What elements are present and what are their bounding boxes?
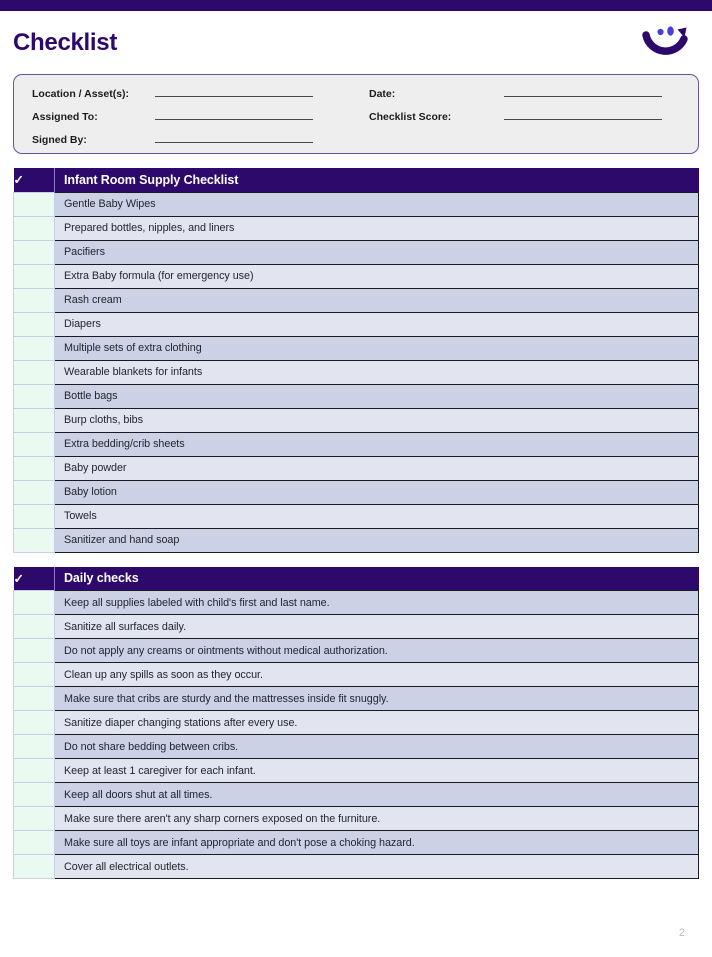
checklist-item-label: Make sure all toys are infant appropriate and don't pose a choking hazard.: [55, 831, 699, 855]
form-input-date[interactable]: [504, 86, 662, 97]
form-spacer-line: [504, 132, 662, 143]
table-row: [14, 528, 699, 552]
form-label-assigned-to: Assigned To:: [32, 111, 98, 123]
table-row: [14, 480, 699, 504]
form-field-location: [32, 86, 343, 109]
table-row: [14, 432, 699, 456]
form-info-box: [13, 74, 699, 154]
checkbox-cell[interactable]: [14, 807, 55, 831]
checkbox-cell[interactable]: [14, 456, 55, 480]
page-title: Checklist: [13, 28, 118, 56]
column-header-title: Daily checks: [55, 567, 699, 591]
column-header-check: ✓: [14, 567, 55, 591]
checkbox-cell[interactable]: [14, 216, 55, 240]
table-row: [14, 831, 699, 855]
form-label-signed-by: Signed By:: [32, 134, 87, 146]
table-header-row: [14, 567, 699, 591]
table-row: [14, 687, 699, 711]
form-label-date: Date:: [369, 88, 396, 100]
checkbox-cell[interactable]: [14, 735, 55, 759]
checklist-item-label: Make sure that cribs are sturdy and the mattresses inside fit snuggly.: [55, 687, 699, 711]
page-content: [0, 11, 712, 957]
table-row: [14, 504, 699, 528]
table-row: [14, 288, 699, 312]
checkbox-cell[interactable]: [14, 759, 55, 783]
document-header: [13, 11, 699, 74]
checklist-item-label: Sanitizer and hand soap: [55, 528, 699, 552]
top-accent-bar: [0, 0, 712, 11]
checkbox-cell[interactable]: [14, 663, 55, 687]
table-body-supply: [14, 192, 699, 552]
table-row: [14, 456, 699, 480]
checklist-item-label: Baby lotion: [55, 480, 699, 504]
table-row: [14, 855, 699, 879]
table-row: [14, 735, 699, 759]
table-row: [14, 783, 699, 807]
checklist-item-label: Make sure there aren't any sharp corners exposed on the furniture.: [55, 807, 699, 831]
checklist-item-label: Extra bedding/crib sheets: [55, 432, 699, 456]
form-field-date: [369, 86, 680, 109]
table-row: [14, 312, 699, 336]
smiley-arrow-logo: [639, 22, 693, 64]
table-row: [14, 216, 699, 240]
checkbox-cell[interactable]: [14, 264, 55, 288]
checkbox-cell[interactable]: [14, 336, 55, 360]
table-row: [14, 192, 699, 216]
form-input-assigned-to[interactable]: [155, 109, 313, 120]
checkbox-cell[interactable]: [14, 831, 55, 855]
checklist-item-label: Diapers: [55, 312, 699, 336]
checkbox-cell[interactable]: [14, 432, 55, 456]
checkbox-cell[interactable]: [14, 384, 55, 408]
checklist-item-label: Sanitize all surfaces daily.: [55, 615, 699, 639]
table-row: [14, 759, 699, 783]
checklist-item-label: Pacifiers: [55, 240, 699, 264]
checkbox-cell[interactable]: [14, 288, 55, 312]
checklist-item-label: Towels: [55, 504, 699, 528]
checkbox-cell[interactable]: [14, 855, 55, 879]
checkbox-cell[interactable]: [14, 639, 55, 663]
table-row: [14, 663, 699, 687]
form-field-checklist-score: [369, 109, 680, 132]
checklist-item-label: Wearable blankets for infants: [55, 360, 699, 384]
table-header-row: [14, 168, 699, 192]
checkbox-cell[interactable]: [14, 591, 55, 615]
table-row: [14, 384, 699, 408]
column-header-title: Infant Room Supply Checklist: [55, 168, 699, 192]
checkbox-cell[interactable]: [14, 192, 55, 216]
checkbox-cell[interactable]: [14, 240, 55, 264]
checklist-item-label: Do not apply any creams or ointments without medical authorization.: [55, 639, 699, 663]
checklist-item-label: Do not share bedding between cribs.: [55, 735, 699, 759]
form-field-assigned-to: [32, 109, 343, 132]
checklist-item-label: Extra Baby formula (for emergency use): [55, 264, 699, 288]
checklist-item-label: Burp cloths, bibs: [55, 408, 699, 432]
checklist-item-label: Keep all supplies labeled with child's first and last name.: [55, 591, 699, 615]
checklist-item-label: Multiple sets of extra clothing: [55, 336, 699, 360]
checkbox-cell[interactable]: [14, 480, 55, 504]
table-row: [14, 360, 699, 384]
form-column-left: [32, 86, 343, 153]
checklist-item-label: Keep at least 1 caregiver for each infant.: [55, 759, 699, 783]
table-row: [14, 591, 699, 615]
table-daily-checks: [13, 567, 699, 880]
checklist-item-label: Keep all doors shut at all times.: [55, 783, 699, 807]
checklist-item-label: Baby powder: [55, 456, 699, 480]
form-row-spacer: [369, 132, 680, 155]
form-label-checklist-score: Checklist Score:: [369, 111, 452, 123]
checkbox-cell[interactable]: [14, 408, 55, 432]
checklist-item-label: Rash cream: [55, 288, 699, 312]
table-row: [14, 264, 699, 288]
table-row: [14, 807, 699, 831]
form-label-location: Location / Asset(s):: [32, 88, 130, 100]
table-row: [14, 408, 699, 432]
checklist-item-label: Bottle bags: [55, 384, 699, 408]
checkbox-cell[interactable]: [14, 615, 55, 639]
checkbox-cell[interactable]: [14, 504, 55, 528]
table-row: [14, 615, 699, 639]
checkbox-cell[interactable]: [14, 528, 55, 552]
checkbox-cell[interactable]: [14, 312, 55, 336]
table-row: [14, 639, 699, 663]
form-input-signed-by[interactable]: [155, 132, 313, 143]
table-row: [14, 711, 699, 735]
form-field-signed-by: [32, 132, 343, 155]
checklist-item-label: Prepared bottles, nipples, and liners: [55, 216, 699, 240]
checkbox-cell[interactable]: [14, 711, 55, 735]
form-column-right: [343, 86, 680, 153]
form-input-checklist-score[interactable]: [504, 109, 662, 120]
checklist-item-label: Clean up any spills as soon as they occur.: [55, 663, 699, 687]
page-number: 2: [678, 927, 685, 939]
table-body-daily: [14, 591, 699, 879]
form-input-location[interactable]: [155, 86, 313, 97]
checklist-item-label: Cover all electrical outlets.: [55, 855, 699, 879]
column-header-check: ✓: [14, 168, 55, 192]
checklist-item-label: Gentle Baby Wipes: [55, 192, 699, 216]
checkbox-cell[interactable]: [14, 687, 55, 711]
table-row: [14, 240, 699, 264]
checkbox-cell[interactable]: [14, 783, 55, 807]
checkbox-cell[interactable]: [14, 360, 55, 384]
checklist-item-label: Sanitize diaper changing stations after every use.: [55, 711, 699, 735]
table-infant-room-supply-checklist: [13, 168, 699, 553]
table-row: [14, 336, 699, 360]
